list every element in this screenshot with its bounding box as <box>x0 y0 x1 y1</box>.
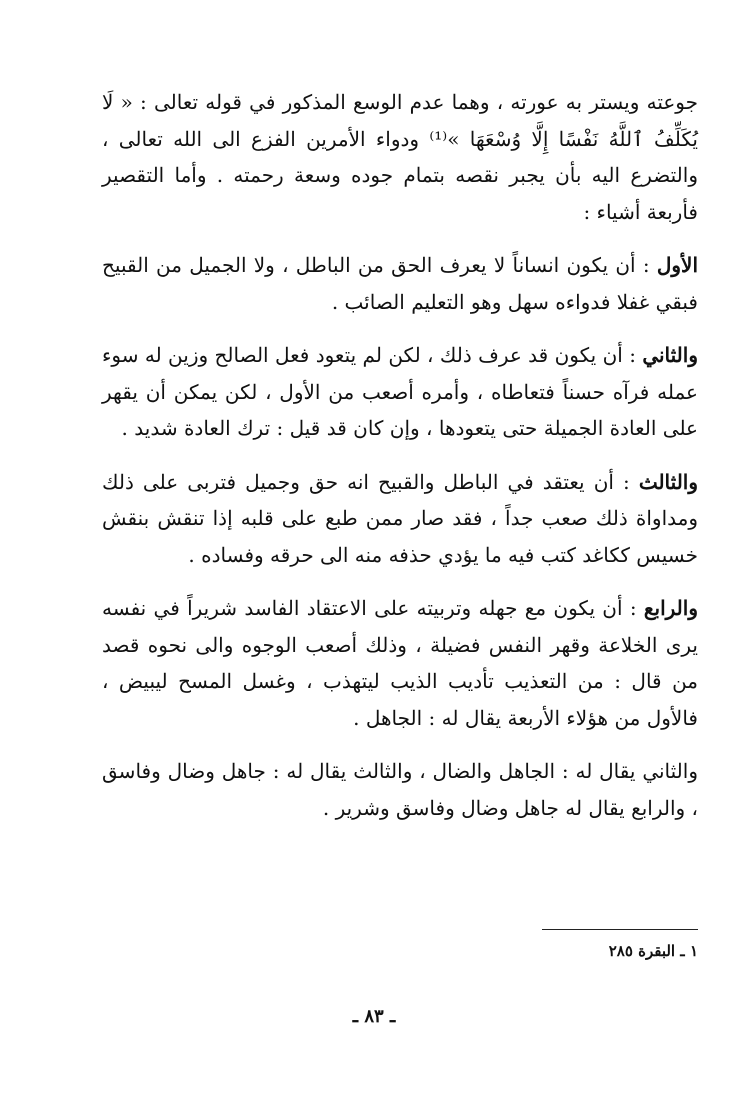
paragraph-text: : أن يكون انساناً لا يعرف الحق من الباطل ، ولا الجميل من القبيح فبقي غفلا فدواءه سهل وهو التعليم الصائب . <box>102 253 698 314</box>
paragraph-heading: والثاني <box>642 343 698 367</box>
page-number: ـ ٨٣ ـ <box>352 1006 396 1027</box>
paragraph-second <box>102 337 698 447</box>
paragraph-text: : أن يكون مع جهله وتربيته على الاعتقاد الفاسد شريراً في نفسه يرى الخلاعة وقهر النفس فضيلة ، وذلك أصعب الوجوه والى نحوه قصد من قال : من التعذيب تأديب الذيب ليتهذب ، وغسل المسح ليبيض ، فالأول من هؤلاء الأربعة يقال له : الجاهل . <box>102 596 698 730</box>
paragraph-text: : أن يكون قد عرف ذلك ، لكن لم يتعود فعل الصالح وزين له سوء عمله فرآه حسناً فتعاطاه ، وأمره أصعب من الأول ، لكن يمكن أن يقهر على العادة الجميلة حتى يتعودها ، وإن كان قد قيل : ترك العادة شديد . <box>102 343 698 440</box>
footnote: ١ ـ البقرة ٢٨٥ <box>608 942 698 960</box>
paragraph-text: جوعته ويستر به عورته ، وهما عدم الوسع المذكور في قوله تعالى : « لَا يُكَلِّفُ ٱللَّهُ نَفْسًا إِلَّا وُسْعَهَا »⁽¹⁾ ودواء الأمرين الفزع الى الله تعالى ، والتضرع اليه بأن يجبر نقصه بتمام جوده وسعة رحمته . وأما التقصير فأربعة أشياء : <box>102 90 698 224</box>
footnote-divider <box>542 929 698 930</box>
paragraph-summary <box>102 753 698 826</box>
page-body <box>102 84 698 843</box>
paragraph-text: والثاني يقال له : الجاهل والضال ، والثالث يقال له : جاهل وضال وفاسق ، والرابع يقال له جاهل وضال وفاسق وشرير . <box>102 759 698 820</box>
paragraph-fourth <box>102 590 698 736</box>
paragraph-heading: والرابع <box>643 596 698 620</box>
paragraph-intro <box>102 84 698 230</box>
paragraph-first <box>102 247 698 320</box>
paragraph-text: : أن يعتقد في الباطل والقبيح انه حق وجميل فتربى على ذلك ومداواة ذلك صعب جداً ، فقد صار ممن طبع على قلبه إذا تنقش بنقش خسيس ككاغد كتب فيه ما يؤدي حذفه منه الى حرقه وفساده . <box>102 469 698 567</box>
paragraph-heading: الأول <box>656 253 698 277</box>
paragraph-heading: والثالث <box>638 469 698 494</box>
paragraph-third <box>102 464 698 574</box>
